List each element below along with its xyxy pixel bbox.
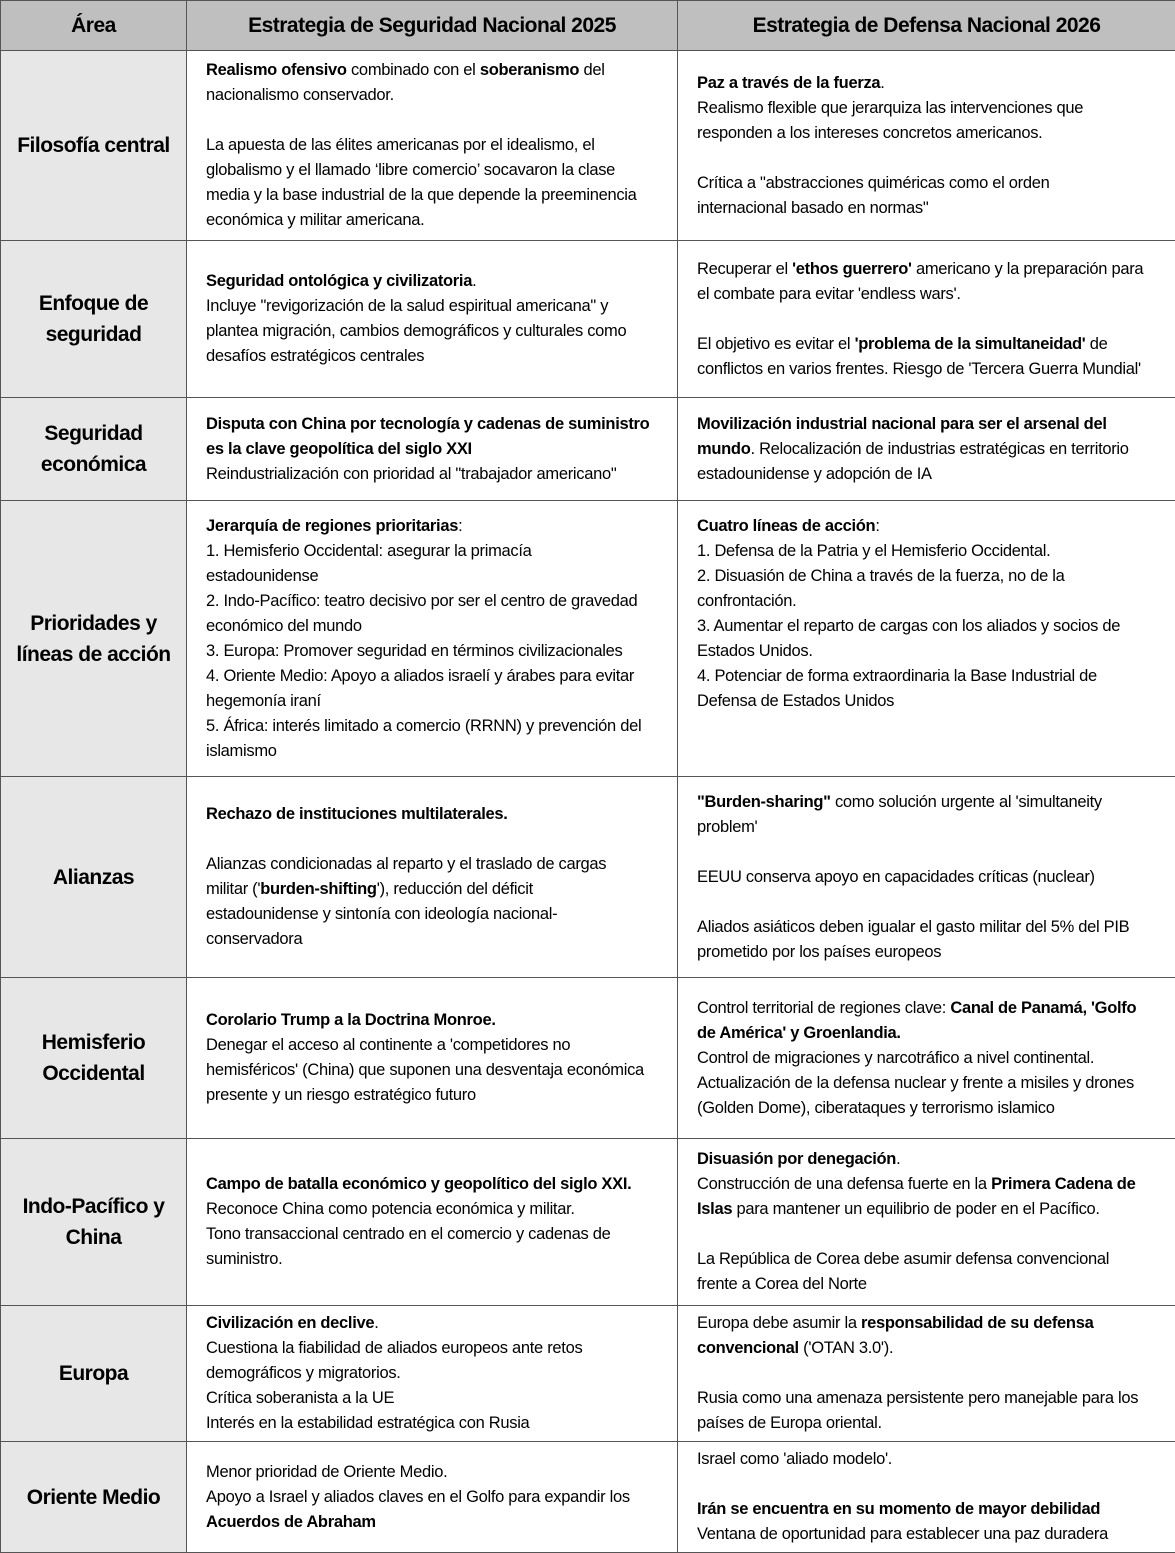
text: conservadora <box>206 930 302 948</box>
text: conflictos en varios frentes. Riesgo de 'Tercera Guerra Mundial' <box>697 360 1141 378</box>
bold-text: 'problema de la simultaneidad' <box>855 335 1086 353</box>
text: . <box>896 1150 900 1168</box>
text-line <box>697 514 1167 539</box>
text-line <box>206 1222 669 1247</box>
text: Defensa de Estados Unidos <box>697 692 894 710</box>
table-row <box>1 51 1175 241</box>
text-line <box>206 589 669 614</box>
text-line <box>697 1172 1167 1197</box>
text-line <box>206 1008 669 1033</box>
bold-text: Cuatro líneas de acción <box>697 517 875 535</box>
text: desafíos estratégicos centrales <box>206 347 424 365</box>
blank-line <box>697 1472 1167 1497</box>
text-line <box>697 639 1167 664</box>
text-line <box>697 539 1167 564</box>
text-line <box>206 1083 669 1108</box>
text-line <box>206 294 669 319</box>
text: Construcción de una defensa fuerte en la <box>697 1175 991 1193</box>
blank-line <box>697 146 1167 171</box>
header-edn-2026: Estrategia de Defensa Nacional 2026 <box>678 1 1175 51</box>
text-line <box>206 689 669 714</box>
text-line <box>697 1046 1167 1071</box>
text: Apoyo a Israel y aliados claves en el Golfo para expandir los <box>206 1488 630 1506</box>
bold-text: Disputa con China por tecnología y cadenas de suministro <box>206 415 649 433</box>
text: Ventana de oportunidad para establecer una paz duradera <box>697 1525 1108 1543</box>
text: Reconoce China como potencia económica y militar. <box>206 1200 575 1218</box>
text: el combate para evitar 'endless wars'. <box>697 285 961 303</box>
bold-text: Campo de batalla económico y geopolítico del siglo XXI. <box>206 1175 631 1193</box>
ess-2025-cell <box>187 777 678 978</box>
text: Incluye "revigorización de la salud espiritual americana" y <box>206 297 608 315</box>
text-line <box>697 996 1167 1021</box>
edn-2026-cell <box>678 978 1175 1139</box>
table-row <box>1 1442 1175 1553</box>
bold-text: mundo <box>697 440 751 458</box>
text: Crítica soberanista a la UE <box>206 1389 394 1407</box>
bold-text: burden-shifting <box>260 880 376 898</box>
edn-2026-cell <box>678 241 1175 398</box>
text: Realismo flexible que jerarquiza las intervenciones que <box>697 99 1083 117</box>
text-line <box>697 1336 1167 1361</box>
text: del <box>579 61 604 79</box>
text: Tono transaccional centrado en el comercio y cadenas de <box>206 1225 611 1243</box>
area-label: Filosofía central <box>1 51 187 241</box>
text: 4. Potenciar de forma extraordinaria la Base Industrial de <box>697 667 1097 685</box>
text: ('OTAN 3.0'). <box>799 1339 893 1357</box>
text-line <box>206 614 669 639</box>
text-line <box>206 1058 669 1083</box>
text: de <box>1085 335 1107 353</box>
text-line <box>697 589 1167 614</box>
text-line <box>206 1361 669 1386</box>
text: suministro. <box>206 1250 282 1268</box>
area-label: Indo-Pacífico y China <box>1 1139 187 1306</box>
blank-line <box>697 1222 1167 1247</box>
text-line <box>206 902 669 927</box>
text-line <box>697 357 1167 382</box>
bold-text: Islas <box>697 1200 732 1218</box>
text-line <box>697 171 1167 196</box>
text-line <box>206 412 669 437</box>
bold-text: de América' y Groenlandia. <box>697 1024 901 1042</box>
text: . <box>374 1314 378 1332</box>
text-line <box>697 1522 1167 1547</box>
header-area: Área <box>1 1 187 51</box>
text-line <box>697 437 1167 462</box>
text: americano y la preparación para <box>912 260 1144 278</box>
ess-2025-cell <box>187 1442 678 1553</box>
text-line <box>697 790 1167 815</box>
text-line <box>206 714 669 739</box>
text-line <box>697 1197 1167 1222</box>
text: Recuperar el <box>697 260 792 278</box>
text-line <box>697 1272 1167 1297</box>
bold-text: convencional <box>697 1339 799 1357</box>
text: como solución urgente al 'simultaneity <box>831 793 1102 811</box>
text: nacionalismo conservador. <box>206 86 394 104</box>
text-line <box>206 1033 669 1058</box>
bold-text: Irán se encuentra en su momento de mayor debilidad <box>697 1500 1100 1518</box>
text: Control territorial de regiones clave: <box>697 999 950 1017</box>
text-line <box>206 1386 669 1411</box>
text-line <box>697 1411 1167 1436</box>
table-row <box>1 777 1175 978</box>
text: hegemonía iraní <box>206 692 321 710</box>
text-line <box>697 121 1167 146</box>
text-line <box>206 1311 669 1336</box>
bold-text: es la clave geopolítica del siglo XXI <box>206 440 472 458</box>
text-line <box>697 1311 1167 1336</box>
ess-2025-cell <box>187 501 678 777</box>
text-line <box>697 282 1167 307</box>
text: Menor prioridad de Oriente Medio. <box>206 1463 447 1481</box>
text-line <box>206 1336 669 1361</box>
text-line <box>206 269 669 294</box>
text: plantea migración, cambios demográficos y culturales como <box>206 322 626 340</box>
text-line <box>206 1460 669 1485</box>
text: estadounidense y sintonía con ideología nacional- <box>206 905 557 923</box>
text-line <box>697 1096 1167 1121</box>
text-line <box>206 664 669 689</box>
text: 3. Europa: Promover seguridad en términos civilizacionales <box>206 642 622 660</box>
text-line <box>206 802 669 827</box>
text-line <box>206 83 669 108</box>
text: Rusia como una amenaza persistente pero manejable para los <box>697 1389 1138 1407</box>
text: : <box>875 517 879 535</box>
text-line <box>206 133 669 158</box>
text-line <box>697 564 1167 589</box>
text: 1. Hemisferio Occidental: asegurar la primacía <box>206 542 532 560</box>
blank-line <box>206 108 669 133</box>
text-line <box>697 196 1167 221</box>
text-line <box>697 865 1167 890</box>
text-line <box>206 852 669 877</box>
text-line <box>697 1021 1167 1046</box>
edn-2026-cell <box>678 501 1175 777</box>
area-label: Alianzas <box>1 777 187 978</box>
table-row <box>1 1306 1175 1442</box>
text-line <box>206 877 669 902</box>
text: . <box>880 74 884 92</box>
table-row <box>1 1139 1175 1306</box>
text: La República de Corea debe asumir defensa convencional <box>697 1250 1109 1268</box>
ess-2025-cell <box>187 1306 678 1442</box>
text-line <box>206 462 669 487</box>
text: EEUU conserva apoyo en capacidades críticas (nuclear) <box>697 868 1095 886</box>
text: 4. Oriente Medio: Apoyo a aliados israelí y árabes para evitar <box>206 667 634 685</box>
text: Interés en la estabilidad estratégica con Rusia <box>206 1414 529 1432</box>
text: militar (' <box>206 880 260 898</box>
text-line <box>206 539 669 564</box>
bold-text: Rechazo de instituciones multilaterales. <box>206 805 508 823</box>
text-line <box>206 158 669 183</box>
blank-line <box>697 739 1167 764</box>
text: estadounidense <box>206 567 318 585</box>
text: El objetivo es evitar el <box>697 335 855 353</box>
text: Reindustrialización con prioridad al "trabajador americano" <box>206 465 616 483</box>
text: Alianzas condicionadas al reparto y el traslado de cargas <box>206 855 606 873</box>
text-line <box>206 927 669 952</box>
table-row <box>1 241 1175 398</box>
text-line <box>697 1247 1167 1272</box>
text: (Golden Dome), ciberataques y terrorismo islamico <box>697 1099 1055 1117</box>
text-line <box>206 514 669 539</box>
text: 1. Defensa de la Patria y el Hemisferio Occidental. <box>697 542 1050 560</box>
text-line <box>206 639 669 664</box>
bold-text: Canal de Panamá, 'Golfo <box>950 999 1136 1017</box>
text-line <box>206 1247 669 1272</box>
bold-text: Realismo ofensivo <box>206 61 347 79</box>
bold-text: Civilización en declive <box>206 1314 374 1332</box>
edn-2026-cell <box>678 777 1175 978</box>
text-line <box>697 1386 1167 1411</box>
text: globalismo y el llamado ‘libre comercio’ socavaron la clase <box>206 161 615 179</box>
area-label: Oriente Medio <box>1 1442 187 1553</box>
text: Control de migraciones y narcotráfico a nivel continental. <box>697 1049 1094 1067</box>
text-line <box>697 1071 1167 1096</box>
text-line <box>206 1172 669 1197</box>
table-row <box>1 398 1175 501</box>
bold-text: soberanismo <box>480 61 579 79</box>
header-ess-2025: Estrategia de Seguridad Nacional 2025 <box>187 1 678 51</box>
text: Aliados asiáticos deben igualar el gasto militar del 5% del PIB <box>697 918 1129 936</box>
text-line <box>206 1411 669 1436</box>
text: . <box>472 272 476 290</box>
text: países de Europa oriental. <box>697 1414 882 1432</box>
text-line <box>206 1485 669 1510</box>
edn-2026-cell <box>678 1139 1175 1306</box>
text: hemisféricos' (China) que suponen una desventaja económica <box>206 1061 644 1079</box>
text-line <box>697 664 1167 689</box>
text-line <box>206 58 669 83</box>
bold-text: 'ethos guerrero' <box>792 260 912 278</box>
text-line <box>206 208 669 233</box>
ess-2025-cell <box>187 978 678 1139</box>
text: presente y un riesgo estratégico futuro <box>206 1086 476 1104</box>
edn-2026-cell <box>678 1306 1175 1442</box>
text: . Relocalización de industrias estratégicas en territorio <box>751 440 1129 458</box>
text: Cuestiona la fiabilidad de aliados europeos ante retos <box>206 1339 582 1357</box>
text-line <box>697 332 1167 357</box>
ess-2025-cell <box>187 241 678 398</box>
text: islamismo <box>206 742 277 760</box>
text-line <box>206 1197 669 1222</box>
ess-2025-cell <box>187 51 678 241</box>
bold-text: Acuerdos de Abraham <box>206 1513 376 1531</box>
text: 2. Disuasión de China a través de la fuerza, no de la <box>697 567 1065 585</box>
text: La apuesta de las élites americanas por el idealismo, el <box>206 136 595 154</box>
text: '), reducción del déficit <box>377 880 533 898</box>
text-line <box>697 412 1167 437</box>
bold-text: Jerarquía de regiones prioritarias <box>206 517 458 535</box>
area-label: Europa <box>1 1306 187 1442</box>
text-line <box>697 462 1167 487</box>
text-line <box>697 1447 1167 1472</box>
text: problem' <box>697 818 757 836</box>
blank-line <box>697 1361 1167 1386</box>
blank-line <box>697 307 1167 332</box>
text: : <box>458 517 462 535</box>
bold-text: Paz a través de la fuerza <box>697 74 880 92</box>
text: 5. África: interés limitado a comercio (RRNN) y prevención del <box>206 717 641 735</box>
ess-2025-cell <box>187 1139 678 1306</box>
text-line <box>206 344 669 369</box>
text-line <box>697 96 1167 121</box>
text-line <box>697 689 1167 714</box>
text: prometido por los países europeos <box>697 943 941 961</box>
area-label: Prioridades y líneas de acción <box>1 501 187 777</box>
blank-line <box>697 714 1167 739</box>
blank-line <box>697 840 1167 865</box>
text: Crítica a "abstracciones quiméricas como el orden <box>697 174 1049 192</box>
bold-text: Disuasión por denegación <box>697 1150 896 1168</box>
text-line <box>697 614 1167 639</box>
text: estadounidense y adopción de IA <box>697 465 932 483</box>
text: económica y militar americana. <box>206 211 424 229</box>
blank-line <box>206 827 669 852</box>
text: responden a los intereses concretos americanos. <box>697 124 1042 142</box>
bold-text: Primera Cadena de <box>991 1175 1135 1193</box>
text-line <box>206 183 669 208</box>
text: para mantener un equilibrio de poder en el Pacífico. <box>732 1200 1100 1218</box>
text: frente a Corea del Norte <box>697 1275 867 1293</box>
text-line <box>697 257 1167 282</box>
bold-text: Corolario Trump a la Doctrina Monroe. <box>206 1011 496 1029</box>
text-line <box>697 940 1167 965</box>
area-label: Enfoque de seguridad <box>1 241 187 398</box>
bold-text: "Burden-sharing" <box>697 793 831 811</box>
bold-text: Seguridad ontológica y civilizatoria <box>206 272 472 290</box>
edn-2026-cell <box>678 398 1175 501</box>
edn-2026-cell <box>678 1442 1175 1553</box>
text-line <box>206 1510 669 1535</box>
text: Denegar el acceso al continente a 'competidores no <box>206 1036 570 1054</box>
area-label: Hemisferio Occidental <box>1 978 187 1139</box>
text-line <box>697 915 1167 940</box>
text-line <box>697 1147 1167 1172</box>
text: Europa debe asumir la <box>697 1314 861 1332</box>
text: económico del mundo <box>206 617 362 635</box>
table-row <box>1 501 1175 777</box>
text: demográficos y migratorios. <box>206 1364 401 1382</box>
text-line <box>206 437 669 462</box>
text-line <box>697 1497 1167 1522</box>
bold-text: Movilización industrial nacional para ser el arsenal del <box>697 415 1107 433</box>
text-line <box>206 319 669 344</box>
text-line <box>206 739 669 764</box>
text: media y la base industrial de la que depende la preeminencia <box>206 186 637 204</box>
text-line <box>697 71 1167 96</box>
text: 3. Aumentar el reparto de cargas con los aliados y socios de <box>697 617 1120 635</box>
table-row <box>1 978 1175 1139</box>
text-line <box>697 815 1167 840</box>
area-label: Seguridad económica <box>1 398 187 501</box>
text: Actualización de la defensa nuclear y frente a misiles y drones <box>697 1074 1134 1092</box>
text: 2. Indo-Pacífico: teatro decisivo por ser el centro de gravedad <box>206 592 637 610</box>
header-row <box>1 1 1175 51</box>
text: confrontación. <box>697 592 796 610</box>
ess-2025-cell <box>187 398 678 501</box>
blank-line <box>697 890 1167 915</box>
text: Estados Unidos. <box>697 642 813 660</box>
text-line <box>206 564 669 589</box>
edn-2026-cell <box>678 51 1175 241</box>
text: combinado con el <box>347 61 480 79</box>
text: Israel como 'aliado modelo'. <box>697 1450 892 1468</box>
text: internacional basado en normas" <box>697 199 928 217</box>
bold-text: responsabilidad de su defensa <box>861 1314 1093 1332</box>
